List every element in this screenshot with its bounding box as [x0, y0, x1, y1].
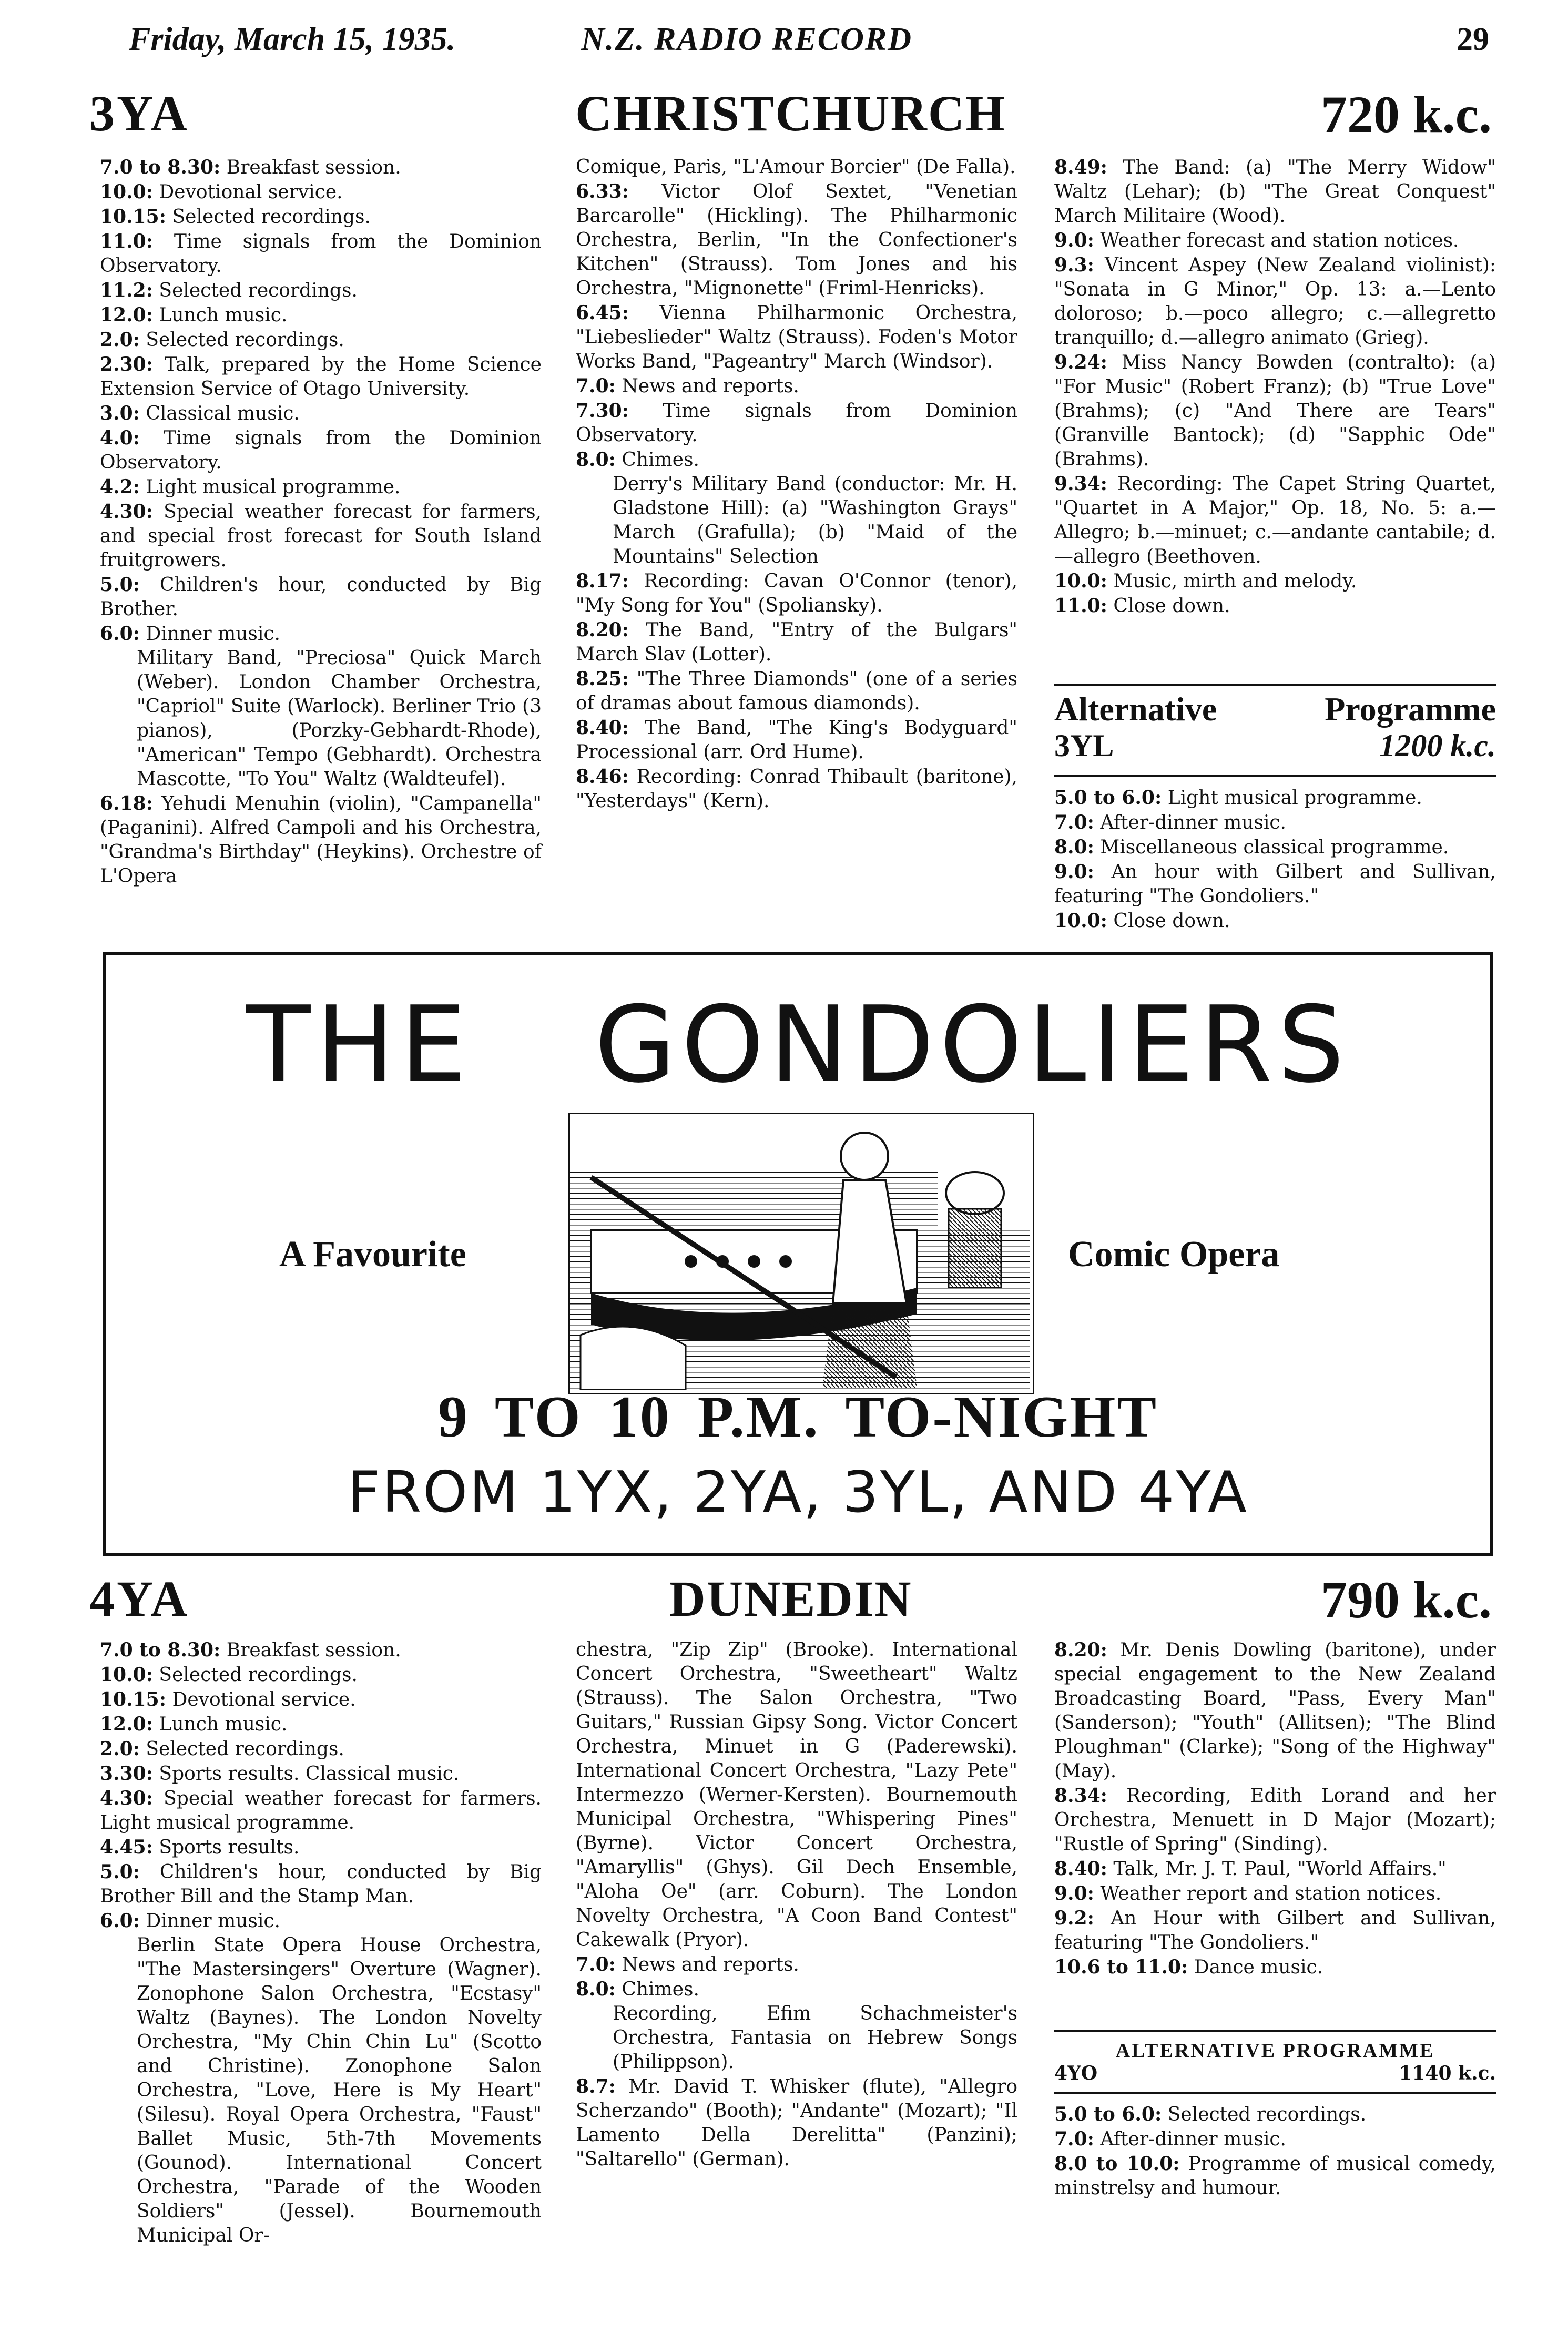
entry-text: The Band: (a) "The Merry Widow" Waltz (Lehar); (b) "The Great Conquest" March Militaire (Wood). — [1054, 157, 1496, 227]
entry-time: 7.0: — [1054, 2128, 1094, 2150]
entry-time: 3.30: — [100, 1763, 153, 1785]
station-frequency: 720 k.c. — [1321, 85, 1492, 144]
divider — [1054, 2092, 1496, 2094]
programme-entry — [1054, 2152, 1496, 2201]
entry-time: 12.0: — [100, 304, 153, 326]
entry-text: After-dinner music. — [1094, 812, 1287, 833]
programme-entry — [1054, 228, 1496, 253]
programme-entry — [576, 179, 1017, 301]
entry-text: The Band, "Entry of the Bulgars" March Slav (Lotter). — [576, 619, 1017, 665]
entry-text: Light musical programme. — [139, 476, 401, 498]
programme-entry — [1054, 594, 1496, 618]
entry-time: 8.0: — [1054, 836, 1094, 858]
programme-entry — [1054, 909, 1496, 933]
entry-time: 8.40: — [1054, 1858, 1107, 1880]
entry-time: 10.0: — [100, 1664, 153, 1686]
entry-text: Dinner music. — [139, 623, 280, 645]
entry-time: 7.0 to 8.30: — [100, 1639, 221, 1661]
programme-entry — [1054, 786, 1496, 810]
issue-date: Friday, March 15, 1935. — [129, 22, 456, 57]
entry-time: 9.34: — [1054, 473, 1107, 495]
station-frequency: 790 k.c. — [1321, 1571, 1492, 1629]
programme-detail: Military Band, "Preciosa" Quick March (Weber). London Chamber Orchestra, "Capriol" Suite (Warlock). Berliner Trio (3 pianos), (Porzky-Gebhardt-Rhode), "American" Tempo (Gebhardt). Orchestra Mascotte, "To You" Waltz (Waldteufel). — [137, 647, 542, 790]
4ya-column-3 — [1054, 1638, 1496, 1980]
programme-entry — [1054, 2127, 1496, 2152]
entry-text: Lunch music. — [152, 304, 288, 326]
entry-text: Selected recordings. — [139, 329, 344, 351]
programme-entry — [1054, 569, 1496, 594]
programme-entry — [100, 426, 542, 475]
entry-time: 4.30: — [100, 501, 153, 523]
entry-text: Special weather forecast for farmers. Light musical programme. — [100, 1788, 542, 1833]
entry-text: Children's hour, conducted by Big Brother Bill and the Stamp Man. — [100, 1861, 542, 1907]
gondolier-illustration-icon — [570, 1114, 1030, 1390]
alt-frequency: 1140 k.c. — [1399, 2062, 1496, 2084]
entry-text: Selected recordings. — [166, 206, 371, 228]
programme-entry — [100, 622, 542, 646]
entry-time: 8.46: — [576, 766, 629, 788]
divider — [1054, 684, 1496, 686]
entry-text: Weather report and station notices. — [1094, 1883, 1442, 1904]
entry-text: Children's hour, conducted by Big Brother. — [100, 574, 542, 620]
programme-entry — [1054, 860, 1496, 909]
entry-time: 8.17: — [576, 570, 629, 592]
entry-text: Time signals from Dominion Observatory. — [576, 400, 1017, 446]
programme-list — [576, 179, 1017, 472]
programme-label: Programme — [1325, 690, 1496, 728]
entry-text: Selected recordings. — [139, 1738, 344, 1760]
programme-entry — [100, 180, 542, 205]
entry-text: Chimes. — [615, 1979, 699, 2000]
programme-entry — [100, 1663, 542, 1687]
programme-entry — [100, 401, 542, 426]
programme-entry — [100, 1835, 542, 1860]
entry-time: 5.0 to 6.0: — [1054, 2103, 1162, 2125]
entry-time: 4.2: — [100, 476, 140, 498]
programme-continuation: Comique, Paris, "L'Amour Borcier" (De Falla). — [576, 156, 1016, 178]
programme-entry — [576, 1952, 1017, 1977]
entry-time: 8.25: — [576, 668, 629, 690]
entry-time: 8.20: — [1054, 1639, 1107, 1661]
entry-time: 5.0 to 6.0: — [1054, 787, 1162, 809]
entry-text: Recording: The Capet String Quartet, "Quartet in A Major," Op. 18, No. 5: a.—Allegro; b.—minuet; c.—andante cantabile; d.—allegro (Beethoven. — [1054, 473, 1496, 567]
programme-entry — [100, 1786, 542, 1835]
entry-text: Selected recordings. — [152, 1664, 358, 1686]
entry-text: The Band, "The King's Bodyguard" Processional (arr. Ord Hume). — [576, 717, 1017, 763]
entry-time: 12.0: — [100, 1713, 153, 1735]
entry-time: 7.0: — [576, 375, 616, 397]
entry-time: 9.3: — [1054, 254, 1094, 276]
programme-entry — [576, 2074, 1017, 2172]
programme-list — [1054, 786, 1496, 933]
entry-time: 3.0: — [100, 402, 140, 424]
entry-text: Time signals from the Dominion Observatory. — [100, 231, 542, 277]
programme-continuation: chestra, "Zip Zip" (Brooke). International Concert Orchestra, "Sweetheart" Waltz (Strauss). The Salon Orchestra, "Two Guitars," Russian Gipsy Song. Victor Concert Orchestra, Minuet in G (Paderewski). International Concert Orchestra, "Lazy Pete" Intermezzo (Werner-Kersten). Bournemouth Municipal Orchestra, "Whispering Pines" (Byrne). Victor Concert Orchestra, "Amaryllis" (Ghys). Gil Dech Ensemble, "Aloha Oe" (arr. Coburn). The London Novelty Orchestra, "A Coon Band Contest" Cakewalk (Pryor). — [576, 1639, 1017, 1951]
programme-entry — [1054, 810, 1496, 835]
programme-detail: Derry's Military Band (conductor: Mr. H. Gladstone Hill): (a) "Washington Grays" March (Grafulla); (b) "Maid of the Mountains" Selection — [613, 473, 1017, 567]
entry-time: 6.0: — [100, 1910, 140, 1932]
entry-text: Talk, Mr. J. T. Paul, "World Affairs." — [1107, 1858, 1447, 1880]
entry-text: Programme of musical comedy, minstrelsy and humour. — [1054, 2153, 1496, 2199]
entry-time: 11.0: — [100, 230, 153, 252]
entry-time: 4.45: — [100, 1836, 153, 1858]
programme-list — [1054, 1638, 1496, 1980]
entry-text: Talk, prepared by the Home Science Extension Service of Otago University. — [100, 354, 542, 400]
publication-title: N.Z. RADIO RECORD — [581, 22, 912, 57]
programme-entry — [1054, 253, 1496, 350]
entry-time: 8.0: — [576, 449, 616, 471]
entry-time: 6.0: — [100, 623, 140, 645]
entry-time: 8.40: — [576, 717, 629, 739]
alternative-station — [1054, 2062, 1496, 2084]
entry-text: Dance music. — [1188, 1957, 1323, 1978]
entry-text: Recording, Edith Lorand and her Orchestra, Menuett in D Major (Mozart); "Rustle of Spring" (Sinding). — [1054, 1785, 1496, 1855]
alt-call-sign: 4YO — [1054, 2062, 1098, 2084]
entry-text: News and reports. — [615, 1954, 799, 1975]
entry-text: Mr. David T. Whisker (flute), "Allegro Scherzando" (Booth); "Andante" (Mozart); "Il Lamento Della Derelitta" (Panzini); "Saltarello" (German). — [576, 2076, 1017, 2170]
alt-frequency: 1200 k.c. — [1379, 728, 1496, 763]
entry-time: 6.45: — [576, 302, 629, 324]
programme-entry — [1054, 1955, 1496, 1980]
entry-time: 10.6 to 11.0: — [1054, 1956, 1188, 1978]
alt-call-sign: 3YL — [1054, 728, 1114, 763]
programme-entry — [100, 573, 542, 622]
programme-entry — [100, 1638, 542, 1663]
entry-text: "The Three Diamonds" (one of a series of dramas about famous diamonds). — [576, 668, 1017, 714]
programme-entry — [100, 229, 542, 278]
entry-time: 2.0: — [100, 1738, 140, 1760]
programme-entry — [576, 399, 1017, 447]
programme-entry — [1054, 1784, 1496, 1857]
running-head — [129, 21, 1489, 79]
entry-text: Time signals from the Dominion Observatory. — [100, 427, 542, 473]
programme-list — [576, 2074, 1017, 2172]
station-call-sign: 3YA — [89, 85, 189, 141]
entry-time: 8.49: — [1054, 156, 1107, 178]
programme-detail: Recording, Efim Schachmeister's Orchestra, Fantasia on Hebrew Songs (Philippson). — [613, 2003, 1017, 2073]
entry-time: 10.0: — [100, 181, 153, 203]
entry-text: Special weather forecast for farmers, and special frost forecast for South Island fruitgrowers. — [100, 501, 542, 571]
programme-entry — [100, 791, 542, 889]
entry-text: Selected recordings. — [152, 280, 358, 301]
entry-time: 9.24: — [1054, 351, 1107, 373]
programme-entry — [100, 155, 542, 180]
ad-tagline-right: Comic Opera — [1068, 1234, 1280, 1275]
entry-text: Light musical programme. — [1162, 787, 1422, 809]
station-city: DUNEDIN — [669, 1571, 912, 1627]
programme-entry — [1054, 1857, 1496, 1881]
entry-text: Breakfast session. — [220, 157, 401, 178]
entry-text: News and reports. — [615, 375, 799, 397]
entry-time: 8.0: — [576, 1978, 616, 2000]
programme-entry — [576, 667, 1017, 716]
entry-time: 5.0: — [100, 1861, 140, 1883]
programme-detail: Berlin State Opera House Orchestra, "The Mastersingers" Overture (Wagner). Zonophone Salon Orchestra, "Ecstasy" Waltz (Baynes). The London Novelty Orchestra, "My Chin Chin Lu" (Scotto and Christine). Zonophone Salon Orchestra, "Love, Here is My Heart" (Silesu). Royal Opera Orchestra, "Faust" Ballet Music, 5th-7th Movements (Gounod). International Concert Orchestra, "Parade of the Wooden Soldiers" (Jessel). Bournemouth Municipal Or- — [137, 1934, 542, 2246]
programme-entry — [1054, 2102, 1496, 2127]
programme-entry — [100, 1909, 542, 1933]
entry-text: Dinner music. — [139, 1910, 280, 1932]
programme-entry — [576, 301, 1017, 374]
entry-time: 7.0: — [1054, 811, 1094, 833]
entry-text: Selected recordings. — [1162, 2104, 1367, 2125]
entry-time: 4.30: — [100, 1787, 153, 1809]
entry-time: 9.0: — [1054, 229, 1094, 251]
entry-text: Lunch music. — [152, 1714, 288, 1735]
3ya-column-1 — [100, 155, 542, 889]
alternative-station — [1054, 728, 1496, 763]
alternative-heading: ALTERNATIVE PROGRAMME — [1115, 2040, 1435, 2062]
entry-time: 7.30: — [576, 400, 629, 422]
entry-time: 9.2: — [1054, 1907, 1094, 1929]
station-3ya-header — [89, 84, 1492, 147]
programme-list — [1054, 155, 1496, 618]
entry-text: Music, mirth and melody. — [1107, 571, 1357, 592]
entry-time: 9.0: — [1054, 1882, 1094, 1904]
entry-time: 9.0: — [1054, 861, 1094, 883]
entry-time: 11.2: — [100, 279, 153, 301]
ad-broadcast-time: 9 TO 10 P.M. TO-NIGHT — [437, 1384, 1158, 1450]
entry-text: Miss Nancy Bowden (contralto): (a) "For Music" (Robert Franz); (b) "True Love" (Brahms); (c) "And There are Tears" (Granville Bantock); (d) "Sapphic Ode" (Brahms). — [1054, 352, 1496, 470]
divider — [1054, 775, 1496, 777]
entry-text: Sports results. — [152, 1837, 300, 1858]
programme-list — [100, 155, 542, 646]
entry-time: 8.0 to 10.0: — [1054, 2153, 1180, 2175]
programme-entry — [1054, 1638, 1496, 1784]
programme-list — [576, 1952, 1017, 2002]
alternative-heading — [1054, 690, 1496, 728]
gondolier-illustration — [568, 1113, 1034, 1394]
programme-entry — [100, 1761, 542, 1786]
entry-time: 6.33: — [576, 180, 629, 202]
divider — [1054, 2030, 1496, 2032]
ad-tagline-left: A Favourite — [279, 1234, 466, 1275]
entry-text: An hour with Gilbert and Sullivan, featuring "The Gondoliers." — [1054, 861, 1496, 907]
programme-entry — [576, 447, 1017, 472]
programme-list — [100, 1638, 542, 1933]
programme-entry — [100, 1687, 542, 1712]
3ya-column-3 — [1054, 155, 1496, 618]
programme-entry — [576, 1977, 1017, 2002]
programme-entry — [100, 500, 542, 573]
station-call-sign: 4YA — [89, 1571, 189, 1627]
entry-time: 10.0: — [1054, 570, 1107, 592]
alternative-label: Alternative — [1054, 690, 1217, 728]
ad-stations: FROM 1YX, 2YA, 3YL, AND 4YA — [348, 1460, 1248, 1525]
station-4ya-header — [89, 1570, 1492, 1633]
entry-text: Weather forecast and station notices. — [1094, 230, 1459, 251]
4ya-column-2 — [576, 1638, 1017, 2172]
entry-time: 2.30: — [100, 353, 153, 375]
entry-text: Recording: Conrad Thibault (baritone), "Yesterdays" (Kern). — [576, 766, 1017, 812]
entry-text: Close down. — [1107, 910, 1230, 932]
programme-entry — [1054, 835, 1496, 860]
entry-time: 7.0 to 8.30: — [100, 156, 221, 178]
entry-time: 5.0: — [100, 574, 140, 596]
page-number: 29 — [1457, 22, 1489, 57]
programme-entry — [1054, 1881, 1496, 1906]
entry-text: Breakfast session. — [220, 1639, 401, 1661]
entry-time: 10.0: — [1054, 910, 1107, 932]
programme-entry — [1054, 350, 1496, 472]
entry-time: 11.0: — [1054, 595, 1107, 617]
entry-text: Chimes. — [615, 449, 699, 471]
entry-text: Miscellaneous classical programme. — [1094, 837, 1449, 858]
4ya-column-1 — [100, 1638, 542, 2248]
programme-entry — [576, 716, 1017, 765]
entry-text: Devotional service. — [166, 1689, 356, 1710]
entry-time: 10.15: — [100, 206, 167, 228]
entry-time: 8.7: — [576, 2075, 616, 2097]
programme-entry — [576, 374, 1017, 399]
4yo-alternative-box — [1054, 2030, 1496, 2201]
gondoliers-advertisement — [103, 952, 1493, 1556]
programme-entry — [100, 1737, 542, 1761]
entry-text: Victor Olof Sextet, "Venetian Barcarolle" (Hickling). The Philharmonic Orchestra, Berlin, "In the Confectioner's Kitchen" (Strauss). Tom Jones and his Orchestra, "Mignonette" (Friml-Henricks). — [576, 181, 1017, 299]
programme-entry — [576, 569, 1017, 618]
programme-entry — [1054, 472, 1496, 569]
programme-entry — [100, 1712, 542, 1737]
entry-text: Vienna Philharmonic Orchestra, "Liebeslieder" Waltz (Strauss). Foden's Motor Works Band, "Pageantry" March (Windsor). — [576, 302, 1017, 372]
entry-text: An Hour with Gilbert and Sullivan, featuring "The Gondoliers." — [1054, 1908, 1496, 1953]
entry-text: Recording: Cavan O'Connor (tenor), "My Song for You" (Spoliansky). — [576, 571, 1017, 616]
entry-text: Mr. Denis Dowling (baritone), under special engagement to the New Zealand Broadcasting Board, "Pass, Every Man" (Sanderson); "Youth" (Allitsen); "The Blind Ploughman" (Clarke); "Song of the Highway" (May). — [1054, 1639, 1496, 1782]
entry-time: 7.0: — [576, 1953, 616, 1975]
entry-text: Vincent Aspey (New Zealand violinist): "Sonata in G Minor," Op. 13: a.—Lento doloroso; b.—poco allegro; c.—allegretto tranquillo; d.—allegro animato (Grieg). — [1054, 254, 1496, 349]
3yl-alternative-box — [1054, 684, 1496, 933]
programme-entry — [100, 278, 542, 303]
entry-text: After-dinner music. — [1094, 2128, 1287, 2150]
entry-time: 10.15: — [100, 1688, 167, 1710]
programme-entry — [1054, 155, 1496, 228]
programme-entry — [100, 303, 542, 328]
programme-list — [576, 569, 1017, 813]
station-city: CHRISTCHURCH — [575, 85, 1006, 141]
programme-entry — [100, 205, 542, 229]
programme-entry — [1054, 1906, 1496, 1955]
programme-entry — [100, 475, 542, 500]
entry-time: 6.18: — [100, 792, 153, 814]
programme-entry — [100, 328, 542, 352]
entry-text: Close down. — [1107, 595, 1230, 617]
entry-text: Sports results. Classical music. — [152, 1763, 460, 1785]
programme-entry — [100, 352, 542, 401]
entry-time: 4.0: — [100, 427, 140, 449]
entry-text: Devotional service. — [152, 181, 343, 203]
programme-entry — [100, 1860, 542, 1909]
entry-text: Classical music. — [139, 403, 300, 424]
entry-text: Yehudi Menuhin (violin), "Campanella" (Paganini). Alfred Campoli and his Orchestra, "Grandma's Birthday" (Heykins). Orchestre of L'Opera — [100, 793, 542, 887]
entry-time: 8.20: — [576, 619, 629, 641]
3ya-column-2 — [576, 155, 1017, 813]
programme-entry — [576, 618, 1017, 667]
programme-entry — [576, 765, 1017, 813]
programme-list — [1054, 2102, 1496, 2201]
entry-time: 2.0: — [100, 329, 140, 351]
ad-title: THE GONDOLIERS — [246, 984, 1350, 1106]
entry-time: 8.34: — [1054, 1785, 1107, 1807]
